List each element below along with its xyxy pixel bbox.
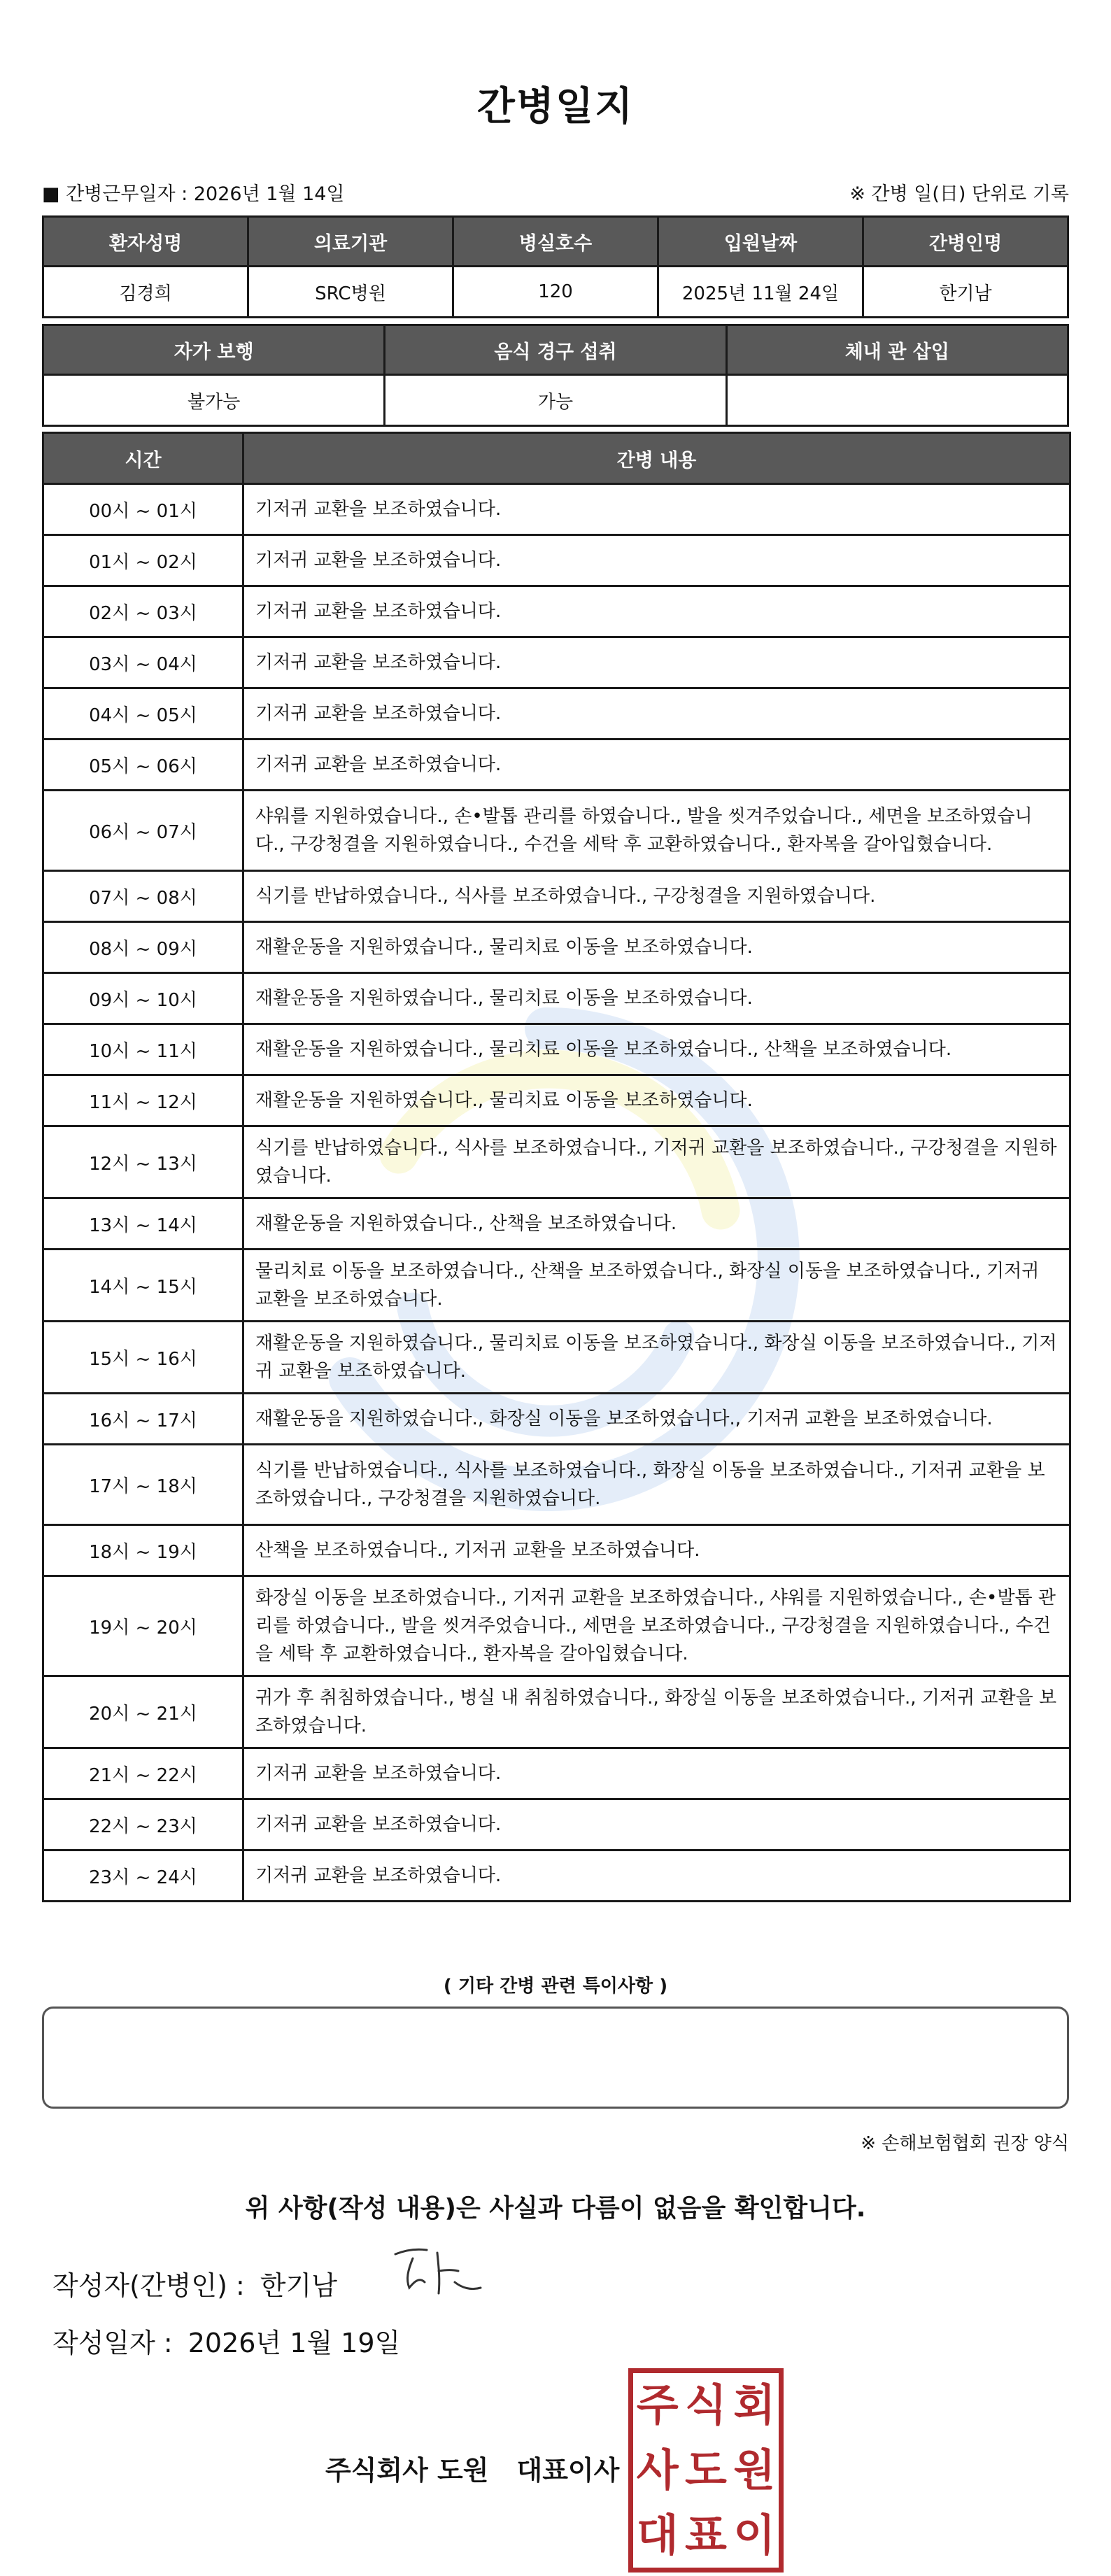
care-log-time: 16시 ~ 17시 <box>43 1394 243 1445</box>
company-seal-stamp <box>628 2368 784 2573</box>
company-line <box>325 2449 619 2487</box>
care-log-content: 기저귀 교환을 보조하였습니다. <box>243 535 1070 586</box>
care-log-time: 06시 ~ 07시 <box>43 791 243 871</box>
care-log-time: 11시 ~ 12시 <box>43 1075 243 1126</box>
care-log-time: 17시 ~ 18시 <box>43 1445 243 1525</box>
oral-intake-value: 가능 <box>385 375 726 426</box>
header-room-number: 병실호수 <box>453 217 658 267</box>
header-time: 시간 <box>43 433 243 484</box>
care-log-row <box>43 484 1070 535</box>
writer-line <box>52 2264 337 2302</box>
seal-char: 식 <box>685 2379 727 2431</box>
care-log-time: 15시 ~ 16시 <box>43 1322 243 1394</box>
seal-char: 도 <box>685 2444 727 2496</box>
care-log-body <box>43 484 1070 1902</box>
care-log-time: 13시 ~ 14시 <box>43 1198 243 1250</box>
seal-char: 원 <box>733 2444 776 2496</box>
caregiver-name-value: 한기남 <box>863 267 1068 318</box>
unit-note: ※ 간병 일(日) 단위로 기록 <box>849 183 1069 205</box>
care-log-content: 식기를 반납하였습니다., 식사를 보조하였습니다., 화장실 이동을 보조하였습니다., 기저귀 교환을 보조하였습니다., 구강청결을 지원하였습니다. <box>243 1445 1070 1525</box>
care-log-row <box>43 922 1070 973</box>
care-log-time: 09시 ~ 10시 <box>43 973 243 1024</box>
care-log-row <box>43 1525 1070 1576</box>
patient-info-table <box>42 215 1069 318</box>
care-log-row <box>43 739 1070 791</box>
care-log-row <box>43 1676 1070 1748</box>
hospital-value: SRC병원 <box>248 267 453 318</box>
care-log-content: 산책을 보조하였습니다., 기저귀 교환을 보조하였습니다. <box>243 1525 1070 1576</box>
header-tube-insertion: 체내 관 삽입 <box>726 325 1068 375</box>
care-log-time: 00시 ~ 01시 <box>43 484 243 535</box>
written-date-line <box>52 2321 400 2360</box>
care-log-time: 18시 ~ 19시 <box>43 1525 243 1576</box>
company-representative: 대표이사 <box>516 2455 620 2486</box>
care-log-row <box>43 871 1070 922</box>
care-log-row <box>43 1394 1070 1445</box>
care-log-row <box>43 1748 1070 1799</box>
admission-date-value: 2025년 11월 24일 <box>658 267 863 318</box>
care-log-time: 08시 ~ 09시 <box>43 922 243 973</box>
care-status-header-row <box>43 325 1068 375</box>
writer-name: 한기남 <box>260 2270 337 2301</box>
care-log-time: 19시 ~ 20시 <box>43 1576 243 1676</box>
care-log-content: 재활운동을 지원하였습니다., 물리치료 이동을 보조하였습니다. <box>243 1075 1070 1126</box>
care-log-time: 01시 ~ 02시 <box>43 535 243 586</box>
care-log-content: 기저귀 교환을 보조하였습니다. <box>243 484 1070 535</box>
care-log-header-row <box>43 433 1070 484</box>
patient-name-value: 김경희 <box>43 267 248 318</box>
care-log-content: 샤워를 지원하였습니다., 손•발톱 관리를 하였습니다., 발을 씻겨주었습니다., 세면을 보조하였습니다., 구강청결을 지원하였습니다., 수건을 세탁 후 교환하였습니다., 환자복을 갈아입혔습니다. <box>243 791 1070 871</box>
care-log-time: 02시 ~ 03시 <box>43 586 243 637</box>
care-log-time: 22시 ~ 23시 <box>43 1799 243 1850</box>
header-patient-name: 환자성명 <box>43 217 248 267</box>
care-log-time: 03시 ~ 04시 <box>43 637 243 688</box>
care-log-row <box>43 1198 1070 1250</box>
seal-char: 표 <box>685 2509 727 2561</box>
header-self-walking: 자가 보행 <box>43 325 385 375</box>
care-log-time: 21시 ~ 22시 <box>43 1748 243 1799</box>
patient-info-value-row <box>43 267 1068 318</box>
care-log-row <box>43 637 1070 688</box>
care-log-time: 07시 ~ 08시 <box>43 871 243 922</box>
patient-info-header-row <box>43 217 1068 267</box>
care-log-content: 물리치료 이동을 보조하였습니다., 산책을 보조하였습니다., 화장실 이동을 보조하였습니다., 기저귀 교환을 보조하였습니다. <box>243 1250 1070 1322</box>
duty-date-line <box>42 178 345 206</box>
header-caregiver-name: 간병인명 <box>863 217 1068 267</box>
care-log-content: 재활운동을 지원하였습니다., 산책을 보조하였습니다. <box>243 1198 1070 1250</box>
seal-char: 주 <box>636 2379 679 2431</box>
care-log-row <box>43 1445 1070 1525</box>
seal-char: 사 <box>636 2444 679 2496</box>
care-log-content: 식기를 반납하였습니다., 식사를 보조하였습니다., 구강청결을 지원하였습니다. <box>243 871 1070 922</box>
care-log-row <box>43 973 1070 1024</box>
self-walking-value: 불가능 <box>43 375 385 426</box>
room-number-value: 120 <box>453 267 658 318</box>
care-log-row <box>43 1799 1070 1850</box>
care-log-content: 기저귀 교환을 보조하였습니다. <box>243 688 1070 739</box>
care-log-row <box>43 1322 1070 1394</box>
care-log-row <box>43 1250 1070 1322</box>
care-status-value-row <box>43 375 1068 426</box>
care-log-row <box>43 791 1070 871</box>
signature-mark <box>388 2239 486 2302</box>
header-care-content: 간병 내용 <box>243 433 1070 484</box>
tube-insertion-value <box>726 375 1068 426</box>
care-status-table <box>42 324 1069 427</box>
care-log-time: 23시 ~ 24시 <box>43 1850 243 1902</box>
care-log-row <box>43 688 1070 739</box>
seal-char: 회 <box>733 2379 776 2431</box>
seal-char: 이 <box>733 2509 776 2561</box>
seal-char: 대 <box>636 2509 679 2561</box>
care-log-row <box>43 586 1070 637</box>
care-log-content: 화장실 이동을 보조하였습니다., 기저귀 교환을 보조하였습니다., 샤워를 지원하였습니다., 손•발톱 관리를 하였습니다., 발을 씻겨주었습니다., 세면을 보조하였습니다., 구강청결을 지원하였습니다., 수건을 세탁 후 교환하였습니다., 환자복을 갈아입혔습니다. <box>243 1576 1070 1676</box>
care-log-table <box>42 432 1071 1902</box>
care-log-time: 10시 ~ 11시 <box>43 1024 243 1075</box>
care-log-content: 재활운동을 지원하였습니다., 화장실 이동을 보조하였습니다., 기저귀 교환을 보조하였습니다. <box>243 1394 1070 1445</box>
header-admission-date: 입원날짜 <box>658 217 863 267</box>
header-oral-intake: 음식 경구 섭취 <box>385 325 726 375</box>
care-log-content: 재활운동을 지원하였습니다., 물리치료 이동을 보조하였습니다., 산책을 보조하였습니다. <box>243 1024 1070 1075</box>
recommend-note: ※ 손해보험협회 권장 양식 <box>861 2133 1069 2154</box>
care-log-time: 20시 ~ 21시 <box>43 1676 243 1748</box>
duty-date-label: ■ 간병근무일자 : <box>42 183 188 205</box>
care-log-row <box>43 1576 1070 1676</box>
care-log-content: 기저귀 교환을 보조하였습니다. <box>243 586 1070 637</box>
care-log-content: 식기를 반납하였습니다., 식사를 보조하였습니다., 기저귀 교환을 보조하였습니다., 구강청결을 지원하였습니다. <box>243 1126 1070 1198</box>
care-log-row <box>43 1075 1070 1126</box>
care-log-content: 기저귀 교환을 보조하였습니다. <box>243 739 1070 791</box>
care-log-time: 05시 ~ 06시 <box>43 739 243 791</box>
care-log-time: 14시 ~ 15시 <box>43 1250 243 1322</box>
company-name: 주식회사 도원 <box>325 2455 489 2486</box>
care-log-content: 재활운동을 지원하였습니다., 물리치료 이동을 보조하였습니다., 화장실 이동을 보조하였습니다., 기저귀 교환을 보조하였습니다. <box>243 1322 1070 1394</box>
care-log-row <box>43 535 1070 586</box>
care-log-content: 기저귀 교환을 보조하였습니다. <box>243 1748 1070 1799</box>
extra-notes-box <box>42 2007 1069 2109</box>
care-log-time: 12시 ~ 13시 <box>43 1126 243 1198</box>
care-log-content: 재활운동을 지원하였습니다., 물리치료 이동을 보조하였습니다. <box>243 922 1070 973</box>
care-log-content: 기저귀 교환을 보조하였습니다. <box>243 637 1070 688</box>
writer-label: 작성자(간병인) : <box>52 2270 245 2301</box>
care-log-row <box>43 1850 1070 1902</box>
care-log-row <box>43 1126 1070 1198</box>
care-log-content: 기저귀 교환을 보조하였습니다. <box>243 1799 1070 1850</box>
care-log-time: 04시 ~ 05시 <box>43 688 243 739</box>
care-log-content: 귀가 후 취침하였습니다., 병실 내 취침하였습니다., 화장실 이동을 보조하였습니다., 기저귀 교환을 보조하였습니다. <box>243 1676 1070 1748</box>
confirmation-text: 위 사항(작성 내용)은 사실과 다름이 없음을 확인합니다. <box>245 2194 866 2223</box>
written-date-value: 2026년 1월 19일 <box>187 2328 401 2358</box>
header-hospital: 의료기관 <box>248 217 453 267</box>
care-log-content: 재활운동을 지원하였습니다., 물리치료 이동을 보조하였습니다. <box>243 973 1070 1024</box>
duty-date-value: 2026년 1월 14일 <box>193 183 345 205</box>
written-date-label: 작성일자 : <box>52 2328 173 2358</box>
care-log-row <box>43 1024 1070 1075</box>
page-title: 간병일지 <box>476 84 635 129</box>
care-log-content: 기저귀 교환을 보조하였습니다. <box>243 1850 1070 1902</box>
extra-notes-title: ( 기타 간병 관련 특이사항 ) <box>443 1976 668 1997</box>
